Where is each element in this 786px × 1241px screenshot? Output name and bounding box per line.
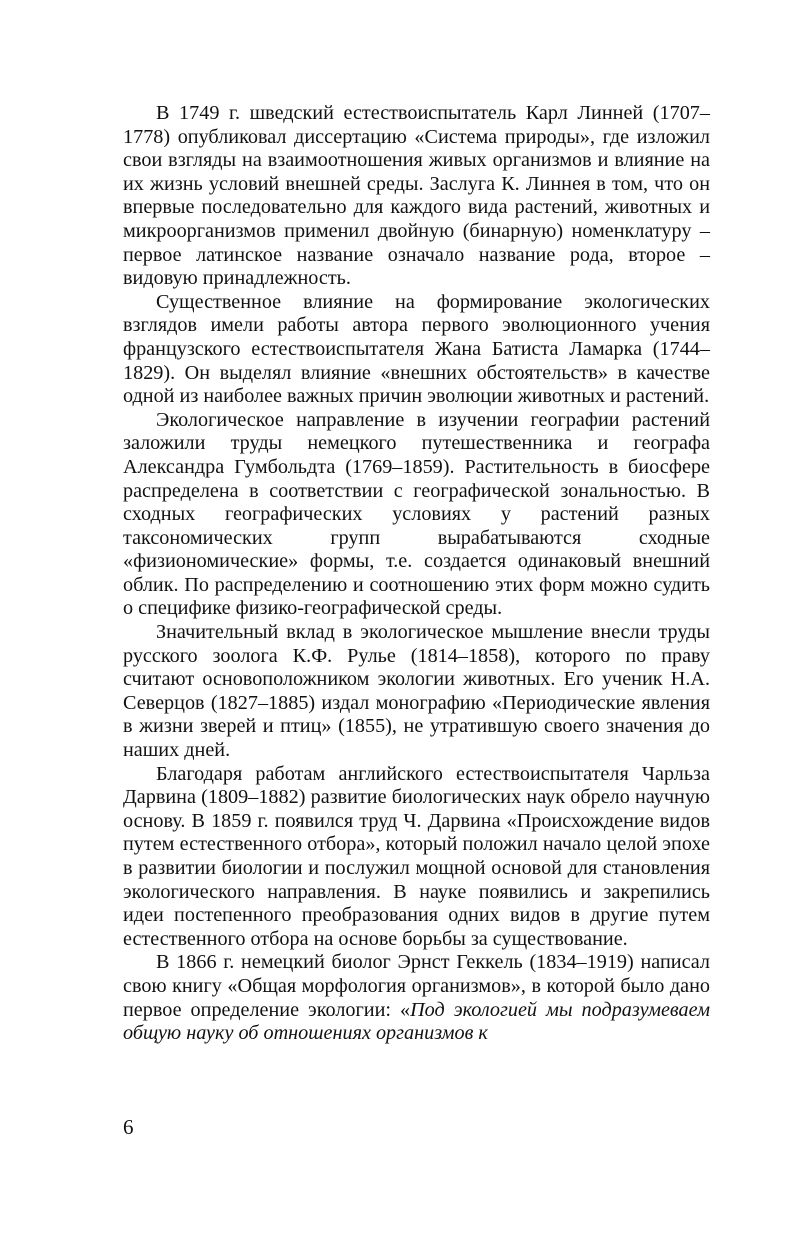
paragraph-haeckel-italic-quote: Под экологией мы подразумеваем общую науку об отношениях организмов к: [123, 998, 710, 1045]
paragraph-lamarck: Существенное влияние на формирование экологических взглядов имели работы автора первого эволюционного учения французского естествоиспытателя Жана Батиста Ламарка (1744–1829). Он выделял влияние «внешних обстоятельств» в качестве одной из наиболее важных причин эволюции животных и растений.: [123, 290, 710, 408]
page-number: 6: [123, 1115, 134, 1139]
paragraph-haeckel: [123, 951, 710, 1045]
paragraph-humboldt: Экологическое направление в изучении географии растений заложили труды немецкого путешественника и географа Александра Гумбольдта (1769–1859). Растительность в биосфере распределена в соответствии с географической зональностью. В сходных географических условиях у растений разных таксономических групп вырабатываются сходные «физиономические» формы, т.е. создается одинаковый внешний облик. По распределению и соотношению этих форм можно судить о специфике физико-географической среды.: [123, 408, 710, 620]
paragraph-roulier: Значительный вклад в экологическое мышление внесли труды русского зоолога К.Ф. Рулье (1814–1858), которого по праву считают основоположником экологии животных. Его ученик Н.А. Северцов (1827–1885) издал монографию «Периодические явления в жизни зверей и птиц» (1855), не утратившую своего значения до наших дней.: [123, 621, 710, 762]
paragraph-haeckel-regular: В 1866 г. немецкий биолог Эрнст Геккель (1834–1919) написал свою книгу «Общая морфология организмов», в которой было дано первое определение экологии: «: [123, 951, 710, 1021]
page-text-body: [123, 102, 710, 1046]
paragraph-linnaeus: В 1749 г. шведский естествоиспытатель Карл Линней (1707–1778) опубликовал диссертацию «Система природы», где изложил свои взгляды на взаимоотношения живых организмов и влияние на их жизнь условий внешней среды. Заслуга К. Линнея в том, что он впервые последовательно для каждого вида растений, животных и микроорганизмов применил двойную (бинарную) номенклатуру – первое латинское название означало название рода, второе – видовую принадлежность.: [123, 102, 710, 290]
paragraph-darwin: Благодаря работам английского естествоиспытателя Чарльза Дарвина (1809–1882) развитие биологических наук обрело научную основу. В 1859 г. появился труд Ч. Дарвина «Происхождение видов путем естественного отбора», который положил начало целой эпохе в развитии биологии и послужил мощной основой для становления экологического направления. В науке появились и закрепились идеи постепенного преобразования одних видов в другие путем естественного отбора на основе борьбы за существование.: [123, 762, 710, 950]
